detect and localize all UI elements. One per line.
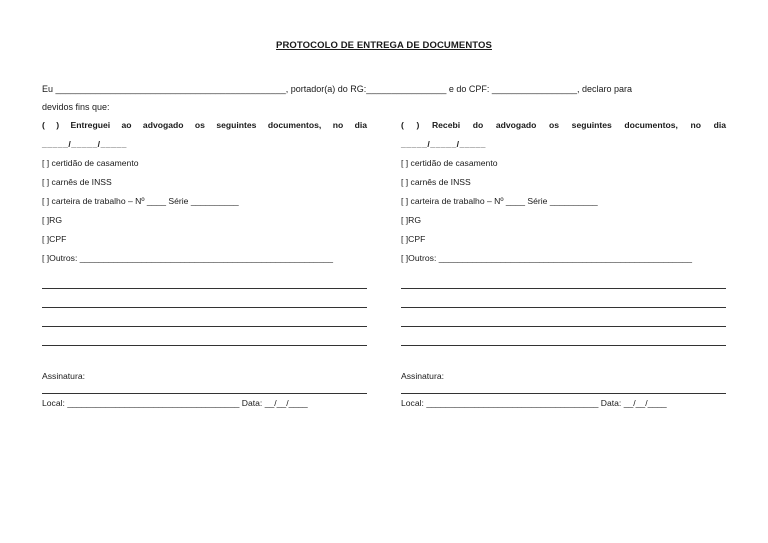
declaration-intro	[42, 80, 732, 116]
blank-line	[401, 289, 726, 308]
blank-line	[401, 308, 726, 327]
checkbox-marriage-certificate: [ ] certidão de casamento	[401, 158, 498, 168]
declaration-line-1: Eu ______________________________________________, portador(a) do RG:________________ e do CPF: _________________, declaro para	[42, 84, 633, 94]
received-heading: ( ) Recebi do advogado os seguintes documentos, no dia	[401, 120, 726, 130]
delivered-section	[42, 119, 367, 412]
signature-line	[401, 386, 726, 394]
checkbox-others: [ ]Outros: _____________________________________________________	[42, 253, 334, 263]
local-date-line: Local: ____________________________________ Data: __/__/____	[401, 398, 667, 408]
delivered-date-field: _____/_____/_____	[42, 139, 127, 149]
blank-line	[42, 327, 367, 346]
blank-line	[42, 308, 367, 327]
received-section	[401, 119, 726, 412]
blank-line	[401, 327, 726, 346]
signature-line	[42, 386, 367, 394]
checkbox-marriage-certificate: [ ] certidão de casamento	[42, 158, 139, 168]
checkbox-work-card: [ ] carteira de trabalho – Nº ____ Série __________	[401, 196, 598, 206]
blank-line	[401, 271, 726, 289]
declaration-line-2: devidos fins que:	[42, 102, 110, 112]
checkbox-work-card: [ ] carteira de trabalho – Nº ____ Série __________	[42, 196, 239, 206]
delivered-heading: ( ) Entreguei ao advogado os seguintes documentos, no dia	[42, 120, 367, 130]
received-date-field: _____/_____/_____	[401, 139, 486, 149]
checkbox-inss-booklets: [ ] carnês de INSS	[401, 177, 471, 187]
checkbox-cpf: [ ]CPF	[42, 234, 67, 244]
checkbox-inss-booklets: [ ] carnês de INSS	[42, 177, 112, 187]
local-date-line: Local: ____________________________________ Data: __/__/____	[42, 398, 308, 408]
signature-label: Assinatura:	[42, 371, 85, 381]
checkbox-rg: [ ]RG	[401, 215, 422, 225]
checkbox-cpf: [ ]CPF	[401, 234, 426, 244]
blank-line	[42, 271, 367, 289]
blank-line	[42, 289, 367, 308]
document-title: PROTOCOLO DE ENTREGA DE DOCUMENTOS	[276, 40, 492, 51]
checkbox-rg: [ ]RG	[42, 215, 63, 225]
signature-label: Assinatura:	[401, 371, 444, 381]
checkbox-others: [ ]Outros: _____________________________________________________	[401, 253, 693, 263]
